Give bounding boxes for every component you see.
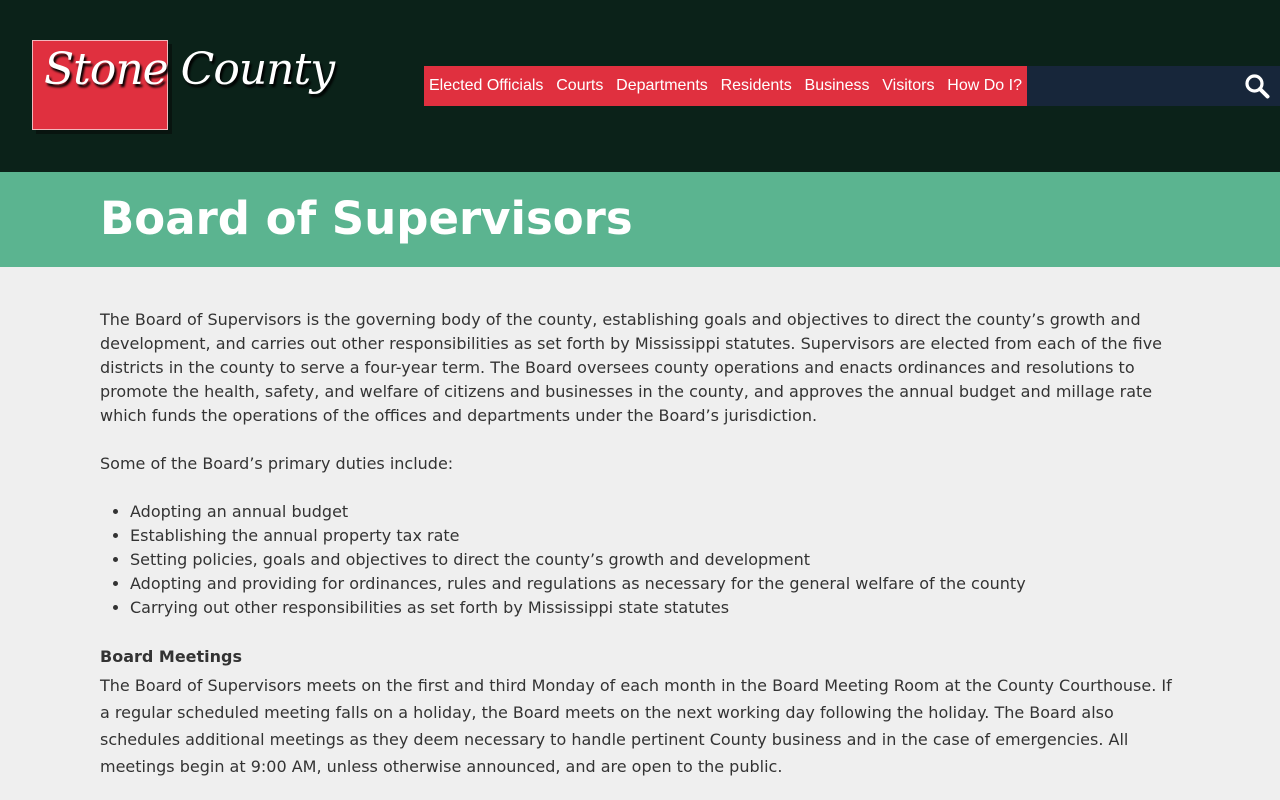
- duties-list: [130, 500, 1185, 620]
- title-band: [0, 172, 1280, 267]
- board-meetings-paragraph: The Board of Supervisors meets on the first and third Monday of each month in the Board Meeting Room at the County Courthouse. If a regular scheduled meeting falls on a holiday, the Board meets on the next working day following the holiday. The Board also schedules additional meetings as they deem necessary to handle pertinent County business and in the case of emergencies. All meetings begin at 9:00 AM, unless otherwise announced, and are open to the public.: [100, 676, 1172, 776]
- search-bar: [1027, 66, 1280, 106]
- intro-paragraph: The Board of Supervisors is the governing body of the county, establishing goals and objectives to direct the county’s growth and development, and carries out other responsibilities as set forth by Mississippi statutes. Supervisors are elected from each of the five districts in the county to serve a four-year term. The Board oversees county operations and enacts ordinances and resolutions to promote the health, safety, and welfare of citizens and businesses in the county, and approves the annual budget and millage rate which funds the operations of the offices and departments under the Board’s jurisdiction.: [100, 310, 1162, 425]
- duty-item: • Setting policies, goals and objectives to direct the county’s growth and development: [130, 548, 1185, 572]
- nav-item-how-do-i[interactable]: How Do I?: [947, 77, 1022, 94]
- nav-item-courts[interactable]: Courts: [556, 77, 604, 94]
- duty-item: • Adopting and providing for ordinances, rules and regulations as necessary for the general welfare of the county: [130, 572, 1185, 596]
- nav-item-visitors[interactable]: Visitors: [882, 77, 935, 94]
- nav-item-departments[interactable]: Departments: [616, 77, 708, 94]
- board-meetings-heading: Board Meetings: [100, 647, 243, 666]
- search-icon: [1244, 73, 1270, 99]
- duty-item: • Carrying out other responsibilities as set forth by Mississippi state statutes: [130, 596, 1185, 620]
- nav-item-elected-officials[interactable]: Elected Officials: [429, 77, 544, 94]
- page-title: Board of Supervisors: [100, 192, 633, 245]
- site-header: [0, 0, 1280, 172]
- duty-item: • Adopting an annual budget: [130, 500, 1185, 524]
- search-button[interactable]: [1244, 73, 1270, 99]
- duties-intro: Some of the Board’s primary duties include:: [100, 454, 454, 473]
- logo-link[interactable]: [32, 40, 335, 135]
- nav-item-residents[interactable]: Residents: [720, 77, 792, 94]
- nav-item-business[interactable]: Business: [804, 77, 870, 94]
- main-nav: [424, 66, 1027, 106]
- duty-item: • Establishing the annual property tax rate: [130, 524, 1185, 548]
- logo-text: Stone County: [44, 44, 335, 95]
- main-content: [100, 308, 1185, 780]
